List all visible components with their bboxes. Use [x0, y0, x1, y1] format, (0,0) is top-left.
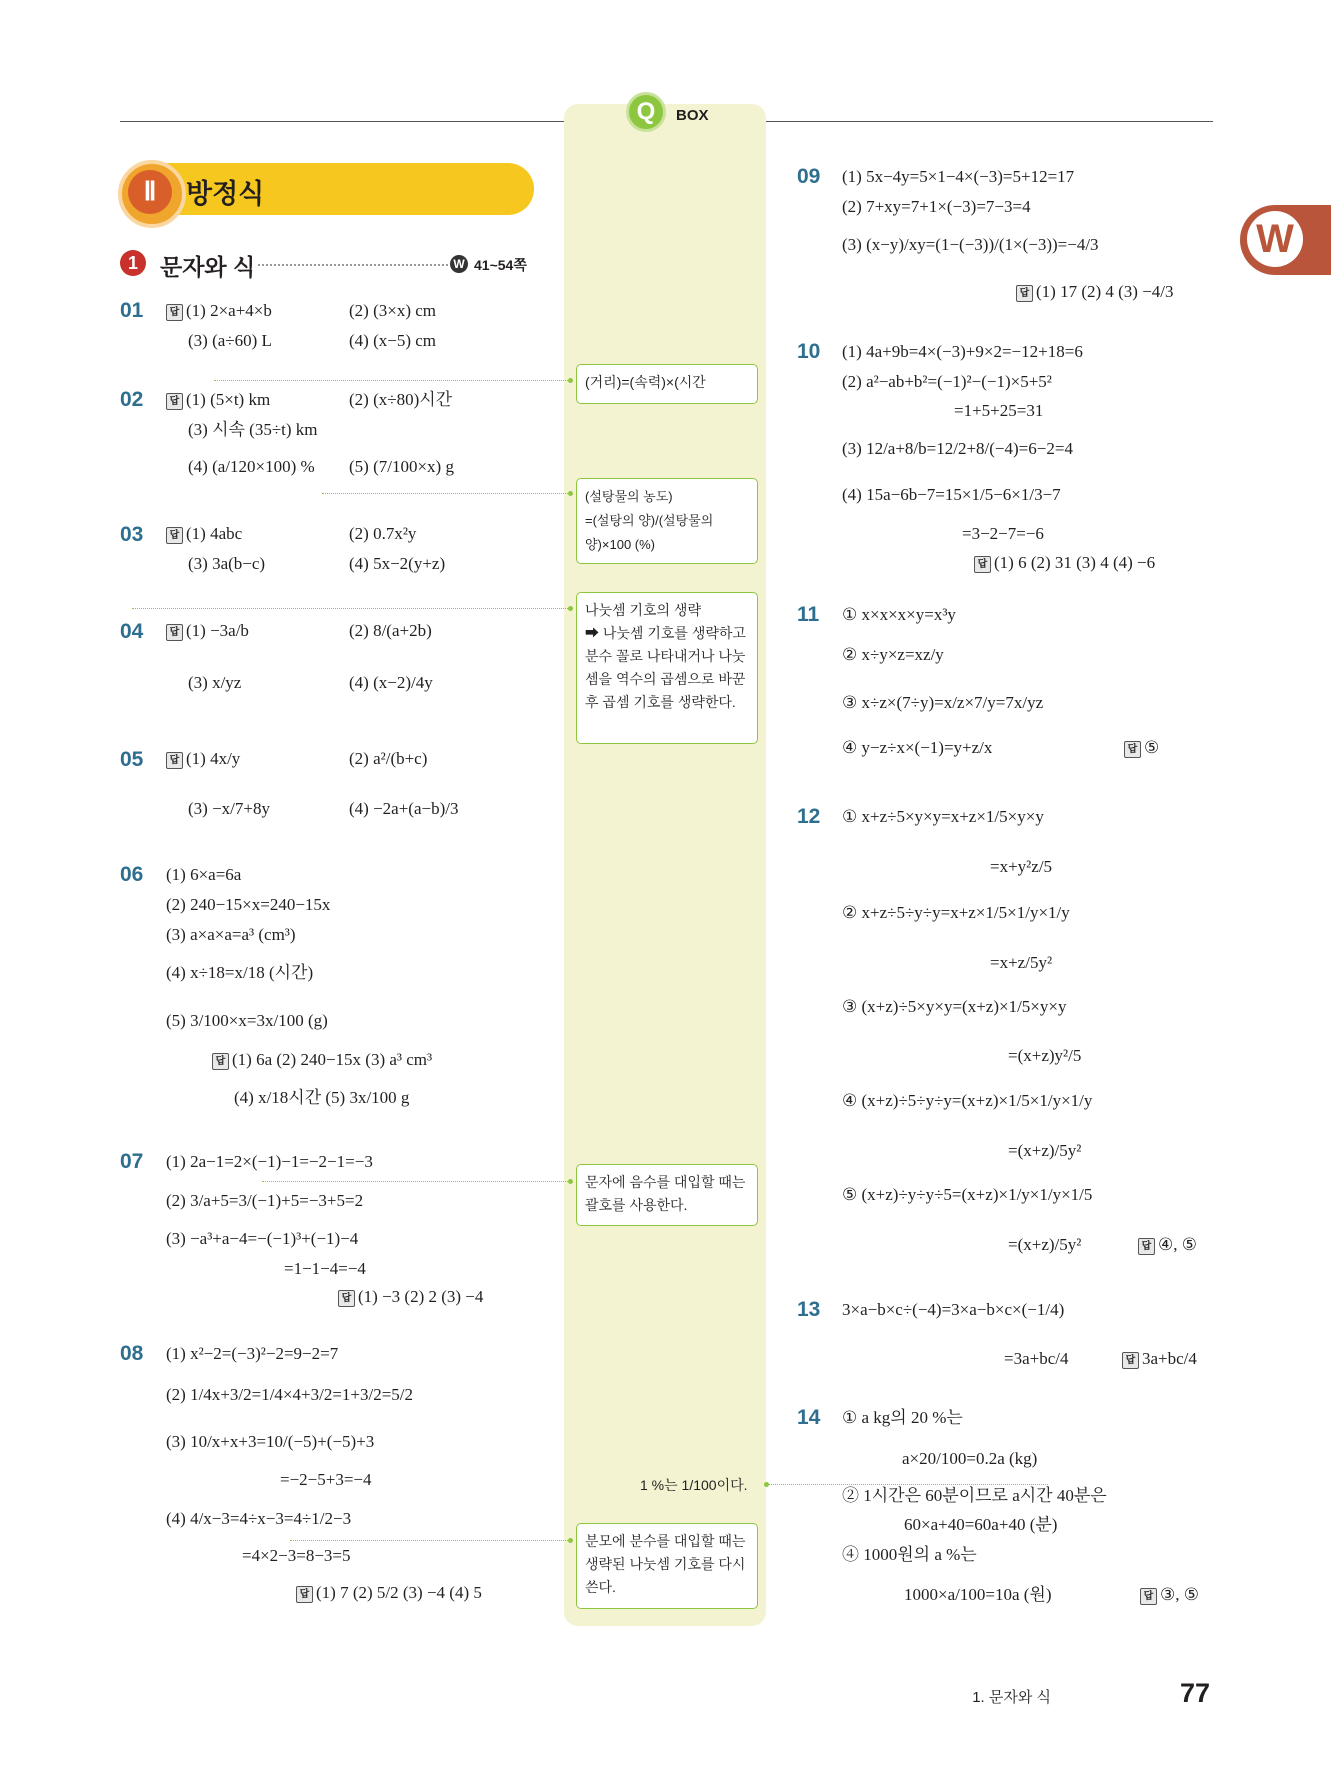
solution-line: (3) a×a×a=a³ (cm³) — [166, 925, 296, 944]
answer-line: (2) 8/(a+2b) — [349, 621, 432, 640]
answer-line: (4) (x−5) cm — [349, 331, 437, 350]
answer-icon: 답 — [166, 752, 183, 769]
solution-line: (4) 15a−6b−7=15×1/5−6×1/3−7 — [842, 485, 1061, 504]
answer-line: (2) 0.7x²y — [349, 524, 417, 543]
problem-number: 02 — [120, 388, 144, 411]
answer-line: 답 (1) 2×a+4×b — [166, 300, 272, 322]
answer-line: (2) a²/(b+c) — [349, 749, 428, 768]
answer-line: (5) (7/100×x) g — [349, 457, 454, 476]
problem-number: 13 — [797, 1298, 821, 1321]
solution-line: (1) 4a+9b=4×(−3)+9×2=−12+18=6 — [842, 342, 1083, 361]
answer-line: 답 (1) 6a (2) 240−15x (3) a³ cm³ — [212, 1049, 432, 1071]
solution-line: =3a+bc/4 — [1004, 1349, 1069, 1368]
solution-line: ② 1시간은 60분이므로 a시간 40분은 — [842, 1486, 1107, 1505]
page-number: 77 — [1180, 1678, 1211, 1708]
answer-line: (4) x/18시간 (5) 3x/100 g — [234, 1088, 410, 1107]
answer-line: (4) −2a+(a−b)/3 — [349, 799, 459, 818]
solution-line: (1) 6×a=6a — [166, 865, 242, 884]
solution-line: =(x+z)/5y² — [1008, 1141, 1082, 1160]
answer-line: 답 (1) 7 (2) 5/2 (3) −4 (4) 5 — [296, 1582, 482, 1604]
note-text: (설탕물의 농도) — [585, 489, 673, 504]
solution-line: (4) 4/x−3=4÷x−3=4÷1/2−3 — [166, 1509, 352, 1528]
solution-line: (4) x÷18=x/18 (시간) — [166, 963, 314, 982]
solution-line: ④ (x+z)÷5÷y÷y=(x+z)×1/5×1/y×1/y — [842, 1091, 1093, 1110]
section-title: 문자와 식 — [160, 254, 256, 280]
qbox-q-icon: Q — [626, 92, 666, 132]
answer-icon: 답 — [212, 1053, 229, 1070]
answer-line: (3) x/yz — [188, 673, 242, 692]
solution-line: ② x+z÷5÷y÷y=x+z×1/5×1/y×1/y — [842, 903, 1070, 922]
answer-icon: 답 — [1122, 1352, 1139, 1369]
answer-line: (4) (a/120×100) % — [188, 457, 315, 476]
qbox-label: BOX — [676, 107, 709, 124]
note-plain: 1 %는 1/100이다. — [640, 1477, 748, 1493]
solution-line: =−2−5+3=−4 — [280, 1470, 372, 1489]
note-connector-dot — [568, 606, 573, 611]
solution-line: a×20/100=0.2a (kg) — [902, 1449, 1038, 1468]
note-connector — [262, 1181, 570, 1182]
chapter-numeral: Ⅱ — [128, 170, 172, 214]
answer-line: (2) (3×x) cm — [349, 301, 437, 320]
solution-line: (3) 12/a+8/b=12/2+8/(−4)=6−2=4 — [842, 439, 1073, 458]
solution-line: (1) 2a−1=2×(−1)−1=−2−1=−3 — [166, 1152, 373, 1171]
note-connector — [322, 493, 570, 494]
problem-number: 08 — [120, 1342, 144, 1365]
problem-number: 12 — [797, 805, 821, 828]
problem-number: 03 — [120, 523, 144, 546]
note-box: 분모에 분수를 대입할 때는 생략된 나눗셈 기호를 다시 쓴다. — [576, 1523, 758, 1609]
problem-number: 05 — [120, 748, 144, 771]
answer-line: (3) (a÷60) L — [188, 331, 272, 350]
answer-line: (3) 3a(b−c) — [188, 554, 266, 573]
problem-number: 07 — [120, 1150, 144, 1173]
note-connector-dot — [568, 1179, 573, 1184]
solution-line: ⑤ (x+z)÷y÷y÷5=(x+z)×1/y×1/y×1/5 — [842, 1185, 1093, 1204]
solution-line: (3) 10/x+x+3=10/(−5)+(−5)+3 — [166, 1432, 375, 1451]
answer-line: (3) −x/7+8y — [188, 799, 270, 818]
answer-icon: 답 — [296, 1586, 313, 1603]
answer-line: 답 ④, ⑤ — [1138, 1234, 1197, 1256]
solution-line: ② x÷y×z=xz/y — [842, 645, 944, 664]
note-connector — [132, 608, 570, 609]
note-text: =(설탕의 양)/(설탕물의 양)×100 (%) — [585, 513, 714, 552]
solution-line: (2) 1/4x+3/2=1/4×4+3/2=1+3/2=5/2 — [166, 1385, 414, 1404]
solution-line: (5) 3/100×x=3x/100 (g) — [166, 1011, 328, 1030]
solution-line: ④ 1000원의 a %는 — [842, 1545, 977, 1564]
solution-line: (2) 3/a+5=3/(−1)+5=−3+5=2 — [166, 1191, 364, 1210]
answer-line: 답 (1) −3a/b — [166, 620, 249, 642]
solution-line: =3−2−7=−6 — [962, 524, 1044, 543]
solution-line: =1+5+25=31 — [954, 401, 1044, 420]
note-connector-dot — [568, 1538, 573, 1543]
answer-icon: 답 — [1140, 1588, 1157, 1605]
answer-icon: 답 — [166, 393, 183, 410]
problem-number: 04 — [120, 620, 144, 643]
answer-icon: 답 — [1016, 285, 1033, 302]
section-leader-dots — [258, 264, 448, 266]
qbox-column — [564, 104, 766, 1626]
solution-line: 60×a+40=60a+40 (분) — [904, 1515, 1058, 1534]
answer-line: 답 (1) 4x/y — [166, 748, 240, 770]
solution-line: (2) 7+xy=7+1×(−3)=7−3=4 — [842, 197, 1031, 216]
answer-line: (4) 5x−2(y+z) — [349, 554, 446, 573]
note-connector — [290, 1540, 570, 1541]
problem-number: 14 — [797, 1406, 821, 1429]
solution-line: 1000×a/100=10a (원) — [904, 1585, 1052, 1604]
solution-line: =x+z/5y² — [990, 953, 1053, 972]
solution-line: =(x+z)/5y² — [1008, 1235, 1082, 1254]
answer-icon: 답 — [166, 624, 183, 641]
note-connector-dot — [568, 491, 573, 496]
note-connector — [214, 380, 570, 381]
answer-line: (2) (x÷80)시간 — [349, 390, 453, 409]
problem-number: 09 — [797, 165, 821, 188]
w-book-icon: W — [450, 255, 468, 273]
solution-line: ③ x÷z×(7÷y)=x/z×7/y=7x/yz — [842, 693, 1044, 712]
section-number: 1 — [120, 250, 146, 276]
answer-line: 답 3a+bc/4 — [1122, 1348, 1197, 1370]
solution-line: ③ (x+z)÷5×y×y=(x+z)×1/5×y×y — [842, 997, 1067, 1016]
solution-line: =1−1−4=−4 — [284, 1259, 366, 1278]
solution-line: ① a kg의 20 %는 — [842, 1408, 963, 1427]
solution-line: (3) −a³+a−4=−(−1)³+(−1)−4 — [166, 1229, 359, 1248]
solution-line: (1) 5x−4y=5×1−4×(−3)=5+12=17 — [842, 167, 1075, 186]
note-box: 문자에 음수를 대입할 때는 괄호를 사용한다. — [576, 1164, 758, 1226]
answer-line: 답 (1) 6 (2) 31 (3) 4 (4) −6 — [974, 552, 1155, 574]
solution-line: (1) x²−2=(−3)²−2=9−2=7 — [166, 1344, 339, 1363]
answer-icon: 답 — [1124, 741, 1141, 758]
problem-number: 01 — [120, 299, 144, 322]
note-box — [576, 592, 758, 744]
answer-line: 답 (1) (5×t) km — [166, 389, 270, 411]
solution-line: =(x+z)y²/5 — [1008, 1046, 1082, 1065]
answer-icon: 답 — [166, 304, 183, 321]
solution-line: ④ y−z÷x×(−1)=y+z/x — [842, 738, 993, 757]
chapter-title: 방정식 — [186, 179, 265, 209]
problem-number: 06 — [120, 863, 144, 886]
answer-line: 답 (1) 4abc — [166, 523, 242, 545]
note-text: ➡ 나눗셈 기호를 생략하고 분수 꼴로 나타내거나 나눗셈을 역수의 곱셈으로 바꾼 후 곱셈 기호를 생략한다. — [585, 625, 746, 710]
w-tab-icon: W — [1247, 211, 1303, 267]
answer-icon: 답 — [1138, 1238, 1155, 1255]
answer-icon: 답 — [338, 1290, 355, 1307]
solution-line: ① x+z÷5×y×y=x+z×1/5×y×y — [842, 807, 1044, 826]
solution-line: =x+y²z/5 — [990, 857, 1053, 876]
problem-number: 11 — [797, 603, 820, 626]
answer-line: 답 ⑤ — [1124, 737, 1159, 759]
solution-line: (2) a²−ab+b²=(−1)²−(−1)×5+5² — [842, 372, 1052, 391]
answer-icon: 답 — [166, 527, 183, 544]
problem-number: 10 — [797, 340, 821, 363]
note-connector-dot — [568, 378, 573, 383]
answer-line: (3) 시속 (35÷t) km — [188, 420, 318, 439]
section-pages: 41~54쪽 — [474, 257, 527, 273]
solution-line: 3×a−b×c÷(−4)=3×a−b×c×(−1/4) — [842, 1300, 1065, 1319]
answer-line: 답 (1) 17 (2) 4 (3) −4/3 — [1016, 281, 1174, 303]
footer-section: 1. 문자와 식 — [972, 1689, 1051, 1706]
solution-line: ① x×x×x×y=x³y — [842, 605, 956, 624]
solution-line: (3) (x−y)/xy=(1−(−3))/(1×(−3))=−4/3 — [842, 235, 1099, 254]
answer-icon: 답 — [974, 556, 991, 573]
answer-line: 답 ③, ⑤ — [1140, 1584, 1199, 1606]
note-title: 나눗셈 기호의 생략 — [585, 602, 701, 618]
solution-line: =4×2−3=8−3=5 — [242, 1546, 351, 1565]
note-box: (거리)=(속력)×(시간 — [576, 364, 758, 404]
solution-line: (2) 240−15×x=240−15x — [166, 895, 331, 914]
note-box — [576, 478, 758, 564]
answer-line: 답 (1) −3 (2) 2 (3) −4 — [338, 1286, 483, 1308]
answer-line: (4) (x−2)/4y — [349, 673, 433, 692]
